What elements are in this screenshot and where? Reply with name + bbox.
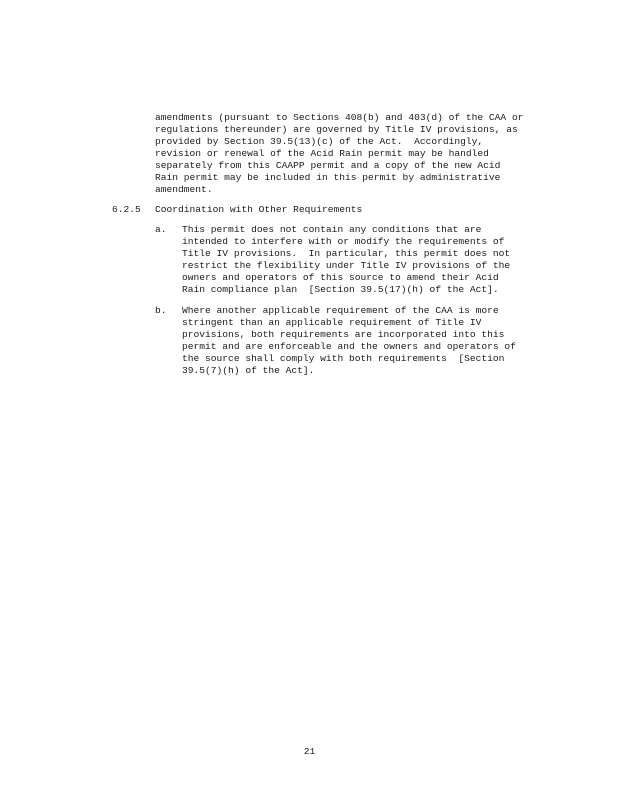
- intro-line-2: regulations thereunder) are governed by Title IV provisions, as: [155, 124, 518, 135]
- item-a-line-1: This permit does not contain any conditions that are: [182, 224, 482, 235]
- section-title: Coordination with Other Requirements: [155, 204, 363, 215]
- section-number: 6.2.5: [112, 204, 141, 215]
- item-b-line-2: stringent than an applicable requirement of Title IV: [182, 317, 482, 328]
- intro-line-6: Rain permit may be included in this permit by administrative: [155, 172, 501, 183]
- intro-line-3: provided by Section 39.5(13)(c) of the Act. Accordingly,: [155, 136, 484, 147]
- item-a-line-5: owners and operators of this source to amend their Acid: [182, 272, 499, 283]
- intro-line-5: separately from this CAAPP permit and a copy of the new Acid: [155, 160, 501, 171]
- item-a-label: a.: [155, 224, 167, 235]
- item-a-line-3: Title IV provisions. In particular, this permit does not: [182, 248, 511, 259]
- item-a-line-4: restrict the flexibility under Title IV provisions of the: [182, 260, 511, 271]
- item-b-line-5: the source shall comply with both requirements [Section: [182, 353, 505, 364]
- intro-line-7: amendment.: [155, 184, 213, 195]
- item-b-line-6: 39.5(7)(h) of the Act].: [182, 365, 315, 376]
- page-number: 21: [303, 746, 316, 757]
- intro-line-4: revision or renewal of the Acid Rain permit may be handled: [155, 148, 489, 159]
- item-a-line-2: intended to interfere with or modify the requirements of: [182, 236, 505, 247]
- item-b-line-4: permit and are enforceable and the owners and operators of: [182, 341, 516, 352]
- item-b-label: b.: [155, 305, 167, 316]
- item-b-line-1: Where another applicable requirement of the CAA is more: [182, 305, 499, 316]
- item-b-line-3: provisions, both requirements are incorporated into this: [182, 329, 505, 340]
- intro-line-1: amendments (pursuant to Sections 408(b) and 403(d) of the CAA or: [155, 112, 524, 123]
- item-a-line-6: Rain compliance plan [Section 39.5(17)(h) of the Act].: [182, 284, 499, 295]
